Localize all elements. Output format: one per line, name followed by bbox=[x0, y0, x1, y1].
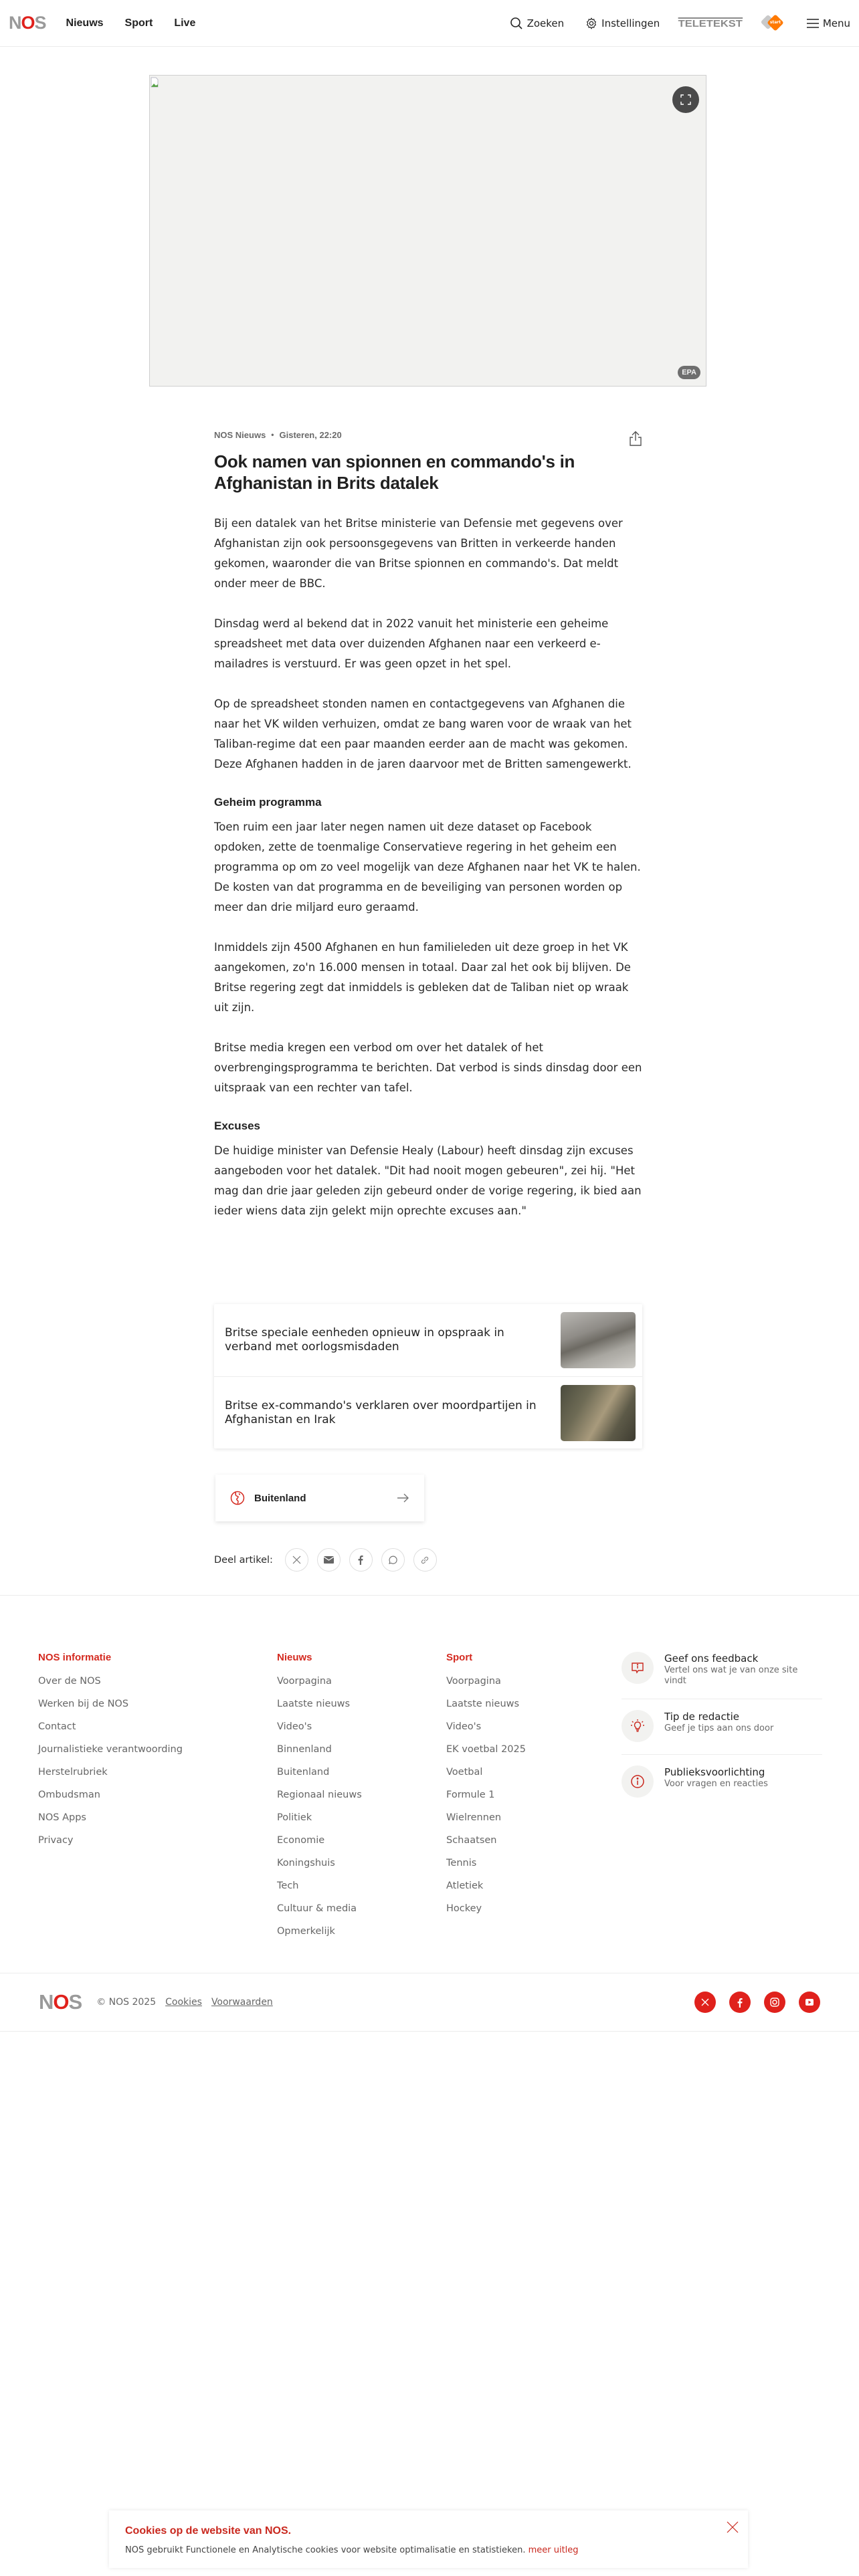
topic-label: Buitenland bbox=[254, 1492, 306, 1504]
footer-link[interactable]: Herstelrubriek bbox=[38, 1767, 108, 1778]
fullscreen-button[interactable] bbox=[672, 86, 699, 113]
settings-label: Instellingen bbox=[601, 17, 660, 29]
footer-link[interactable]: Tennis bbox=[446, 1858, 477, 1868]
footer-link[interactable]: Video's bbox=[446, 1721, 482, 1732]
footer-link[interactable]: Schaatsen bbox=[446, 1835, 497, 1846]
footer-link[interactable]: NOS Apps bbox=[38, 1812, 86, 1823]
share-label: Deel artikel: bbox=[214, 1554, 273, 1566]
cookie-close-button[interactable] bbox=[727, 2521, 739, 2536]
footer-column-sport bbox=[446, 1652, 526, 1925]
help-title: Geef ons feedback bbox=[664, 1652, 759, 1665]
related-articles bbox=[214, 1304, 642, 1448]
help-title: Tip de redactie bbox=[664, 1711, 739, 1723]
copy-link-button[interactable] bbox=[413, 1548, 437, 1572]
footer-link[interactable]: Buitenland bbox=[277, 1767, 330, 1778]
footer-link[interactable]: Formule 1 bbox=[446, 1790, 495, 1800]
meta-separator: • bbox=[271, 430, 274, 439]
footer-link[interactable]: Atletiek bbox=[446, 1881, 484, 1891]
cookie-banner bbox=[109, 2510, 748, 2568]
related-article[interactable] bbox=[214, 1304, 642, 1376]
info-icon bbox=[630, 1774, 645, 1789]
section-heading: Excuses bbox=[214, 1119, 260, 1132]
paragraph: De huidige minister van Defensie Healy (Labour) heeft dinsdag zijn excuses aangeboden voor het datalek. "Dit had nooit mogen gebeuren", zei hij. "Het mag dan drie jaar geleden zijn gebeurd onder de vorige regering, ik bied aan ieder wiens data zijn gelekt mijn oprechte excuses aan." bbox=[214, 1144, 642, 1217]
related-thumbnail bbox=[561, 1312, 636, 1368]
footer-link[interactable]: Ombudsman bbox=[38, 1790, 100, 1800]
footer-link[interactable]: Wielrennen bbox=[446, 1812, 502, 1823]
main-nav bbox=[66, 17, 217, 29]
facebook-icon bbox=[358, 1555, 363, 1565]
nav-live[interactable]: Live bbox=[174, 17, 196, 29]
feedback-link[interactable] bbox=[622, 1652, 822, 1699]
share-email-button[interactable] bbox=[317, 1548, 341, 1572]
nos-logo[interactable]: N O S bbox=[9, 13, 46, 33]
copyright: © NOS 2025 bbox=[96, 1997, 157, 2008]
article-source: NOS Nieuws bbox=[214, 429, 266, 440]
article-body bbox=[214, 514, 642, 1221]
menu-button[interactable] bbox=[807, 17, 850, 29]
share-whatsapp-button[interactable] bbox=[381, 1548, 405, 1572]
cookie-text: NOS gebruikt Functionele en Analytische cookies voor website optimalisatie en statistieken. meer uitleg bbox=[125, 2545, 579, 2555]
footer-link[interactable]: Cultuur & media bbox=[277, 1903, 357, 1914]
social-instagram[interactable] bbox=[764, 1992, 785, 2013]
npo-start-logo: start bbox=[761, 15, 785, 32]
footer-link[interactable]: Journalistieke verantwoording bbox=[38, 1744, 183, 1755]
footer-link[interactable]: Voorpagina bbox=[446, 1676, 501, 1687]
menu-label: Menu bbox=[822, 17, 850, 29]
footer-link[interactable]: Over de NOS bbox=[38, 1676, 101, 1687]
article-meta bbox=[214, 428, 642, 441]
footer-column-title: NOS informatie bbox=[38, 1652, 112, 1663]
footer-link[interactable]: Contact bbox=[38, 1721, 76, 1732]
footer-link[interactable]: EK voetbal 2025 bbox=[446, 1744, 526, 1755]
related-thumbnail bbox=[561, 1385, 636, 1441]
footer-column-nos-informatie bbox=[38, 1652, 183, 1856]
footer-link[interactable]: Privacy bbox=[38, 1835, 74, 1846]
share-x-button[interactable] bbox=[285, 1548, 308, 1572]
youtube-icon bbox=[805, 1998, 814, 2007]
footer-link[interactable]: Koningshuis bbox=[277, 1858, 335, 1868]
footer-nos-logo[interactable]: NOS bbox=[39, 1990, 82, 2014]
x-icon bbox=[292, 1555, 301, 1564]
settings-button[interactable] bbox=[585, 17, 660, 29]
section-heading: Geheim programma bbox=[214, 796, 322, 809]
hamburger-icon bbox=[807, 19, 819, 28]
footer-link[interactable]: Laatste nieuws bbox=[446, 1699, 520, 1709]
footer-link[interactable]: Regionaal nieuws bbox=[277, 1790, 362, 1800]
arrow-right-icon bbox=[397, 1493, 409, 1503]
footer-link[interactable]: Opmerkelijk bbox=[277, 1926, 335, 1937]
share-bar bbox=[214, 1548, 446, 1572]
cookie-more-link[interactable]: meer uitleg bbox=[528, 2545, 579, 2555]
footer-column-title: Sport bbox=[446, 1652, 473, 1663]
tip-link[interactable] bbox=[622, 1699, 822, 1754]
publieksvoorlichting-link[interactable] bbox=[622, 1754, 822, 1810]
footer-link[interactable]: Voetbal bbox=[446, 1767, 483, 1778]
related-article[interactable] bbox=[214, 1376, 642, 1448]
email-icon bbox=[324, 1556, 334, 1564]
cookies-link[interactable]: Cookies bbox=[165, 1997, 202, 2008]
footer-link[interactable]: Politiek bbox=[277, 1812, 312, 1823]
footer-link[interactable]: Hockey bbox=[446, 1903, 482, 1914]
instagram-icon bbox=[770, 1998, 779, 2007]
photo-credit: EPA bbox=[678, 366, 700, 379]
footer-link[interactable]: Voorpagina bbox=[277, 1676, 332, 1687]
paragraph: Op de spreadsheet stonden namen en contactgegevens van Afghanen die naar het VK wilden verhuizen, omdat ze bang waren voor de wraak van het Taliban-regime dat een paar maanden eerder aan de macht was gekomen. Deze Afghanen hadden in de jaren daarvoor met de Britten samengewerkt. bbox=[214, 697, 632, 770]
link-icon bbox=[420, 1555, 430, 1565]
footer-divider bbox=[0, 1595, 859, 1596]
close-icon bbox=[727, 2521, 739, 2533]
topic-link-buitenland[interactable] bbox=[215, 1475, 424, 1521]
expand-icon bbox=[680, 94, 691, 105]
footer-link[interactable]: Werken bij de NOS bbox=[38, 1699, 129, 1709]
broken-image-icon bbox=[151, 77, 159, 88]
paragraph: Toen ruim een jaar later negen namen uit deze dataset op Facebook opdoken, zette de toenmalige Conservatieve regering in het geheim een programma op om zo veel mogelijk van deze Afghanen naar het VK te halen. De kosten van dat programma en de beveiliging van personen worden op meer dan drie miljard euro geraamd. bbox=[214, 821, 641, 914]
cookie-title: Cookies op de website van NOS. bbox=[125, 2525, 292, 2537]
help-subtitle: Voor vragen en reacties bbox=[664, 1779, 768, 1789]
footer-column-nieuws bbox=[277, 1652, 362, 1947]
paragraph: Bij een datalek van het Britse ministerie van Defensie met gegevens over Afghanistan zijn ook persoonsgegevens van Britten in verkeerde handen gekomen, waaronder die van Britse spionnen en commando's. Dat meldt onder meer de BBC. bbox=[214, 517, 623, 590]
social-facebook[interactable] bbox=[729, 1992, 751, 2013]
search-label: Zoeken bbox=[527, 17, 565, 29]
help-subtitle: Geef je tips aan ons door bbox=[664, 1723, 774, 1733]
hero-image bbox=[149, 75, 706, 387]
social-x[interactable] bbox=[694, 1992, 716, 2013]
nav-sport[interactable]: Sport bbox=[124, 17, 153, 29]
search-icon bbox=[510, 17, 523, 30]
globe-icon bbox=[230, 1491, 245, 1505]
paragraph: Dinsdag werd al bekend dat in 2022 vanuit het ministerie een geheime spreadsheet met data over duizenden Afghanen naar een verkeerd e-mailadres is verstuurd. Er was geen opzet in het spel. bbox=[214, 617, 609, 670]
nav-nieuws[interactable]: Nieuws bbox=[66, 17, 104, 29]
related-title: Britse ex-commando's verklaren over moordpartijen in Afghanistan en Irak bbox=[225, 1398, 537, 1426]
whatsapp-icon bbox=[388, 1555, 397, 1565]
gear-icon bbox=[585, 17, 597, 29]
footer-link[interactable]: Laatste nieuws bbox=[277, 1699, 351, 1709]
share-icon bbox=[629, 431, 642, 447]
help-subtitle: Vertel ons wat je van onze site vindt bbox=[664, 1665, 798, 1686]
social-youtube[interactable] bbox=[799, 1992, 820, 2013]
teletekst-logo: TELETEKST bbox=[678, 17, 743, 29]
share-facebook-button[interactable] bbox=[349, 1548, 373, 1572]
footer-link[interactable]: Economie bbox=[277, 1835, 325, 1846]
site-header bbox=[0, 0, 859, 47]
search-button[interactable] bbox=[510, 17, 565, 30]
article-timestamp: Gisteren, 22:20 bbox=[279, 429, 342, 440]
teletekst-link[interactable] bbox=[678, 17, 743, 29]
paragraph: Inmiddels zijn 4500 Afghanen en hun familieleden uit deze groep in het VK aangekomen, zo'n 16.000 mensen in totaal. Daar zal het ook bij blijven. De Britse regering zegt dat inmiddels is gebleken dat de Taliban niet op wraak uit zijn. bbox=[214, 941, 631, 1014]
related-title: Britse speciale eenheden opnieuw in opspraak in verband met oorlogsmisdaden bbox=[225, 1326, 504, 1354]
x-icon bbox=[701, 1998, 709, 2006]
footer-link[interactable]: Binnenland bbox=[277, 1744, 332, 1755]
npo-start-link[interactable] bbox=[761, 15, 785, 32]
article bbox=[214, 428, 642, 1241]
share-button[interactable] bbox=[629, 431, 642, 449]
footer-column-title: Nieuws bbox=[277, 1652, 312, 1663]
footer-link[interactable]: Video's bbox=[277, 1721, 312, 1732]
header-actions bbox=[488, 15, 850, 32]
footer-link[interactable]: Tech bbox=[277, 1881, 299, 1891]
article-title: Ook namen van spionnen en commando's in Afghanistan in Brits datalek bbox=[214, 451, 575, 493]
paragraph: Britse media kregen een verbod om over het datalek of het overbrengingsprogramma te berichten. Dat verbod is sinds dinsdag door een uitspraak van een rechter van tafel. bbox=[214, 1041, 642, 1094]
footer-help-links bbox=[622, 1652, 822, 1810]
footer-bottom bbox=[0, 1973, 859, 2032]
facebook-icon bbox=[737, 1998, 743, 2008]
help-title: Publieksvoorlichting bbox=[664, 1766, 765, 1778]
social-links bbox=[681, 1992, 820, 2013]
terms-link[interactable]: Voorwaarden bbox=[211, 1997, 273, 2008]
lightbulb-icon bbox=[630, 1719, 645, 1733]
feedback-icon bbox=[631, 1661, 644, 1675]
